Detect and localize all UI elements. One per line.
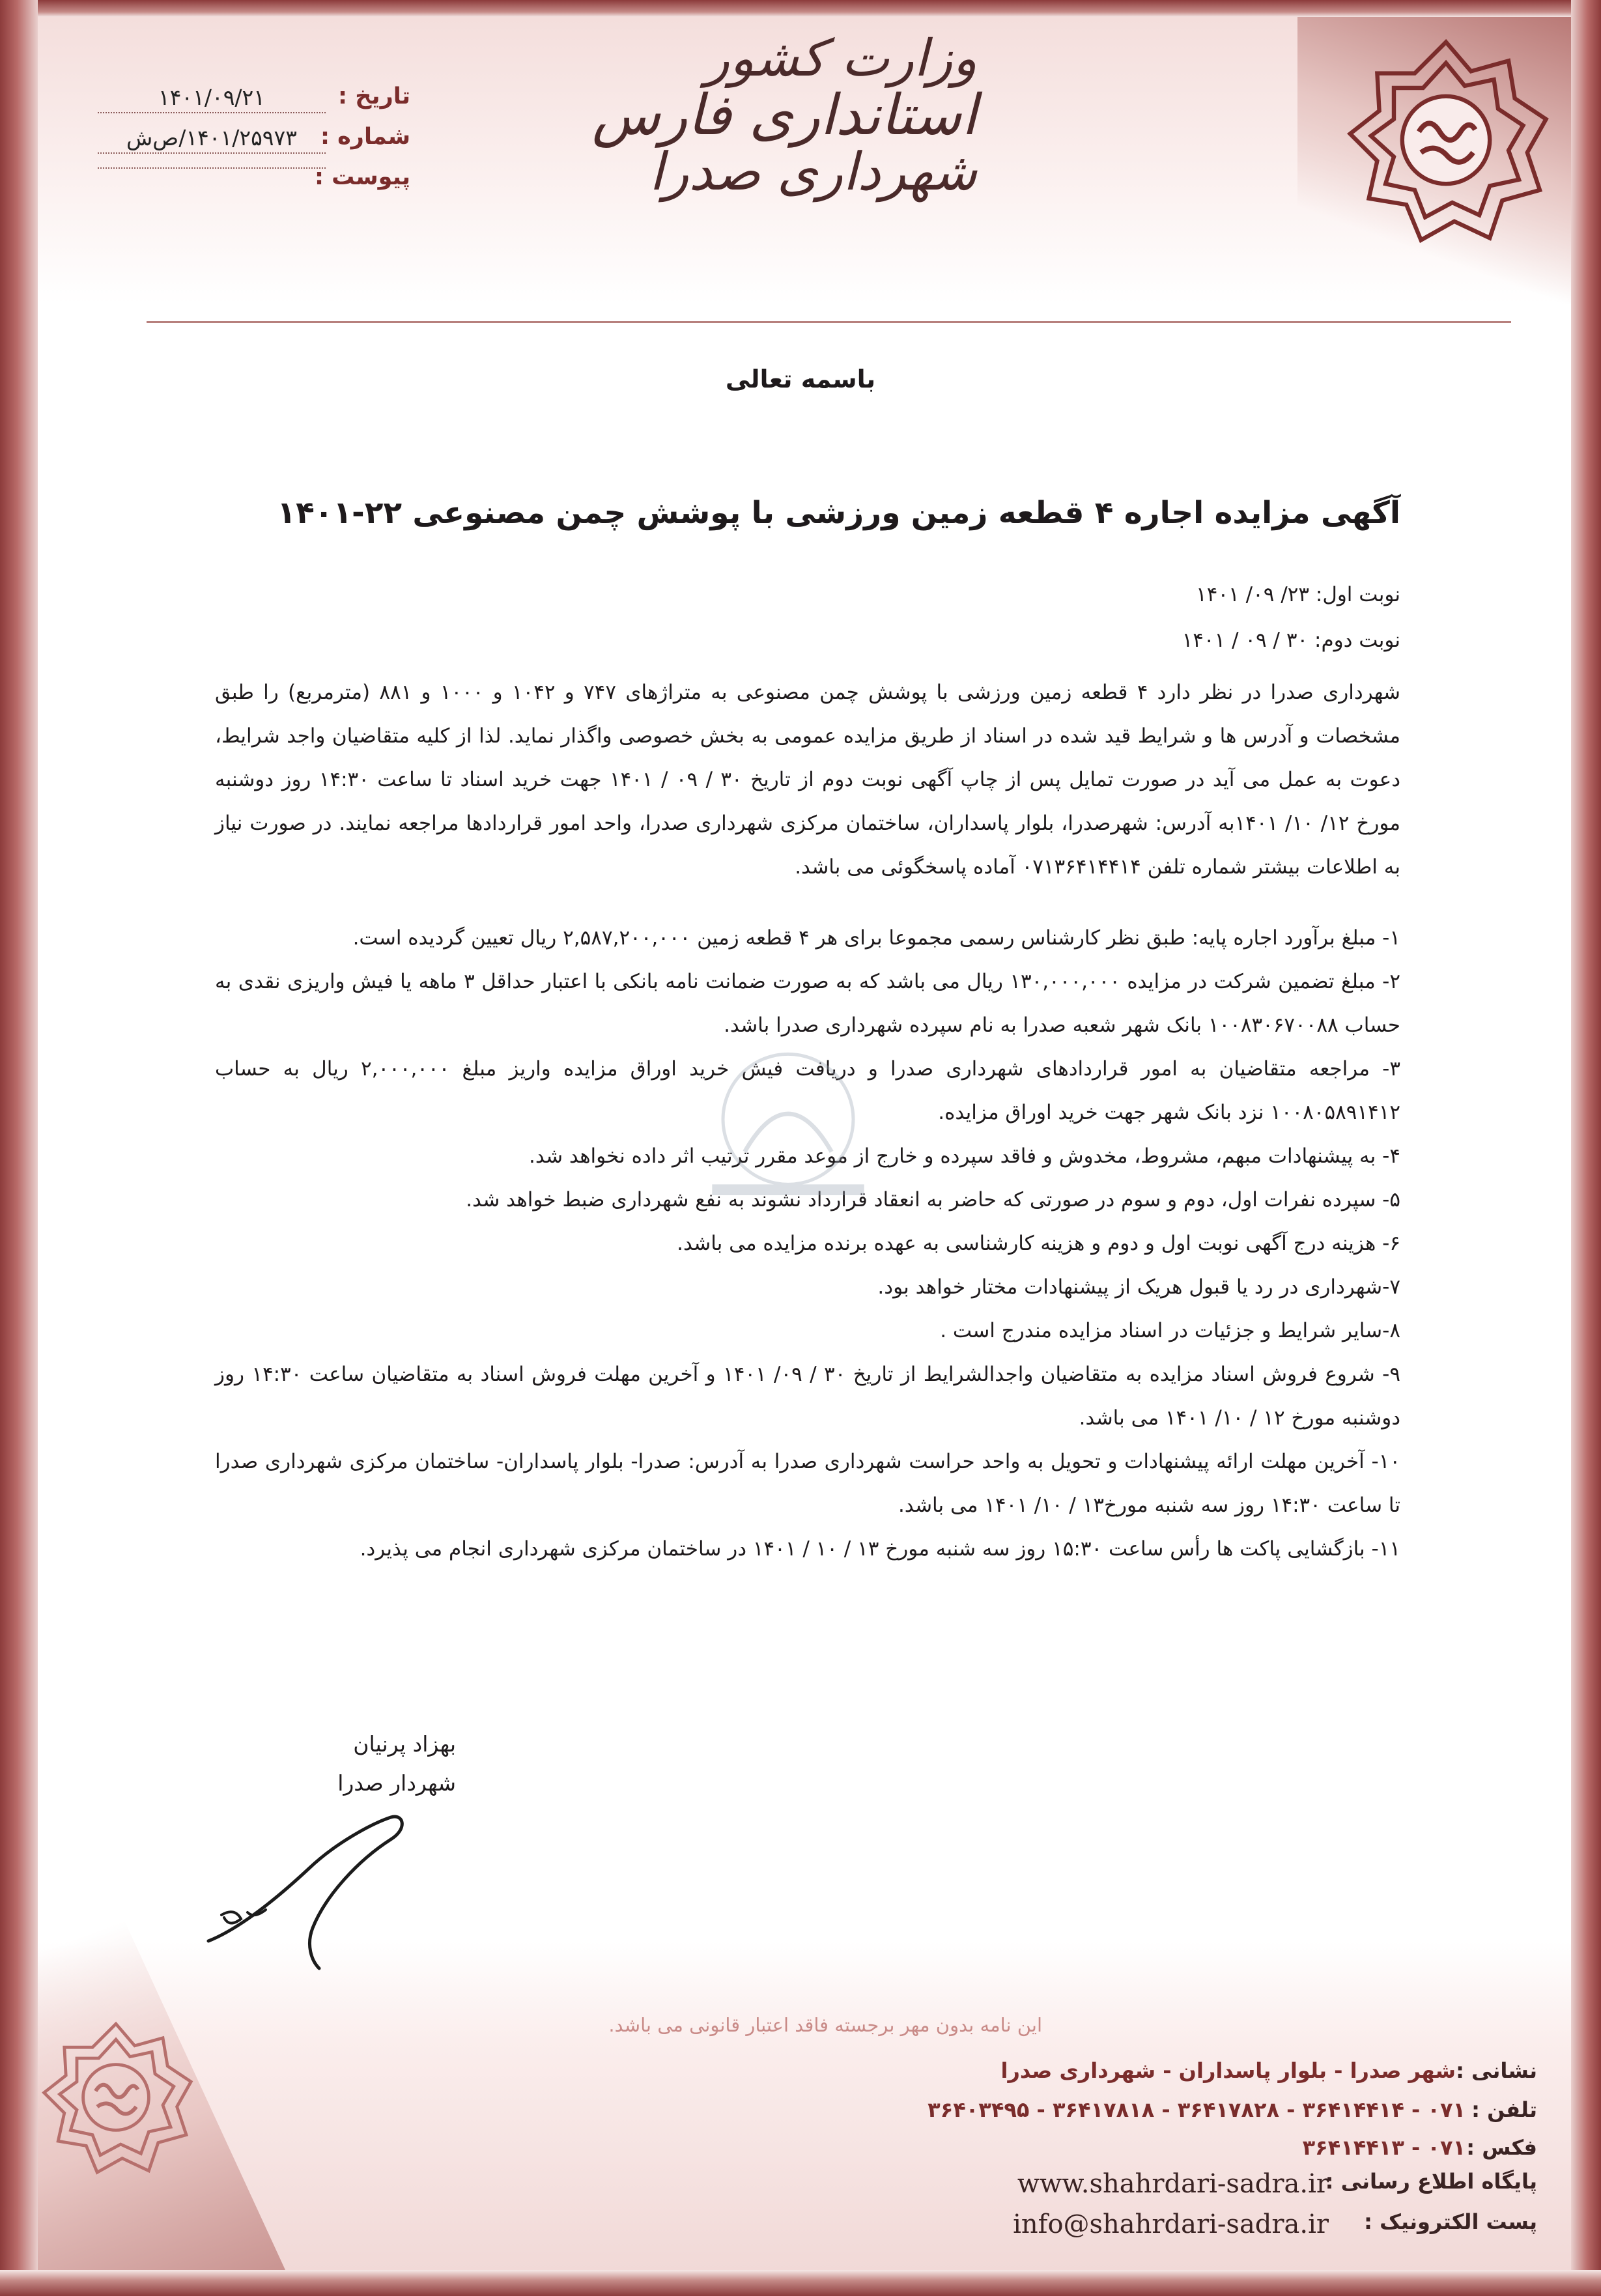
intro-paragraph: شهرداری صدرا در نظر دارد ۴ قطعه زمین ورزشی با پوشش چمن مصنوعی به متراژهای ۷۴۷ و ۱۰۴۲ و ۱۰۰۰ و ۸۸۱ (مترمربع) را طبق مشخصات و آدرس ها و شرایط قید شده در اسناد از طریق مزایده عمومی به بخش خصوصی واگذار نماید. لذا از کلیه متقاضیان واجد شرایط، دعوت به عمل می آید در صورت تمایل پس از چاپ آگهی نوبت دوم از تاریخ ۳۰ / ۰۹ / ۱۴۰۱ جهت خرید اسناد تا ساعت ۱۴:۳۰ روز دوشنبه مورخ ۱۲/ ۱۰/ ۱۴۰۱به آدرس: شهرصدرا، بلوار پاسداران، ساختمان مرکزی شهرداری صدرا، واحد امور قراردادها مراجعه نمایند. در صورت نیاز به اطلاعات بیشتر شماره تلفن ۰۷۱۳۶۴۱۴۴۱۴ آماده پاسخگوئی می باشد. <box>215 681 1401 879</box>
frame-right <box>1571 0 1601 2296</box>
list-item: ۶- هزینه درج آگهی نوبت اول و دوم و هزینه کارشناسی به عهده برنده مزایده می باشد. <box>677 1232 1400 1255</box>
attachment-value <box>98 165 326 169</box>
number-value: ۱۴۰۱/۲۵۹۷۳/ص‌ش <box>98 125 326 154</box>
list-item: ۳- مراجعه متقاضیان به امور قراردادهای شهرداری صدرا و دریافت فیش خرید اوراق مزایده واریز مبلغ ۲,۰۰۰,۰۰۰ ریال به حساب ۱۰۰۸۰۵۸۹۱۴۱۲ نزد بانک شهر جهت خرید اوراق مزایده. <box>215 1057 1400 1124</box>
number-label: شماره : <box>320 124 410 150</box>
municipality-emblem-icon <box>1342 36 1550 244</box>
header-divider <box>147 321 1511 323</box>
address-value: شهر صدرا - بلوار پاسداران - شهرداری صدرا <box>1000 2058 1456 2083</box>
fax-label: فکس : <box>1466 2135 1537 2160</box>
list-item: ۷-شهرداری در رد یا قبول هریک از پیشنهادات مختار خواهد بود. <box>877 1275 1400 1299</box>
municipality-emblem-icon <box>38 2019 194 2176</box>
first-publication-date: نوبت اول: ۲۳/ ۰۹/ ۱۴۰۱ <box>1196 583 1400 606</box>
basmala: باسمه تعالی <box>725 365 876 393</box>
legal-disclaimer: این نامه بدون مهر برجسته فاقد اعتبار قانونی می باشد. <box>608 2014 1042 2036</box>
number-row <box>85 124 410 164</box>
email-label: پست الکترونیک : <box>1364 2209 1537 2234</box>
conditions-list <box>215 916 1400 1571</box>
footer-email-row <box>847 2209 1537 2242</box>
letterhead-title <box>591 29 977 203</box>
second-publication-date: نوبت دوم: ۳۰ / ۰۹ / ۱۴۰۱ <box>1182 629 1400 652</box>
municipality-name: شهرداری صدرا <box>649 141 977 203</box>
list-item: ۸-سایر شرایط و جزئیات در اسناد مزایده مندرج است . <box>940 1319 1400 1342</box>
watermark-stamp <box>677 1032 899 1228</box>
attachment-label: پیوست : <box>314 164 410 190</box>
footer-phone-row <box>847 2097 1537 2130</box>
list-item: ۱۰- آخرین مهلت ارائه پیشنهادات و تحویل به واحد حراست شهرداری صدرا به آدرس: صدرا- بلوار پاسداران- ساختمان مرکزی شهرداری صدرا تا ساعت ۱۴:۳۰ روز سه شنبه مورخ۱۳ / ۱۰/ ۱۴۰۱ می باشد. <box>215 1450 1400 1517</box>
list-item: ۹- شروع فروش اسناد مزایده به متقاضیان واجدالشرایط از تاریخ ۳۰ / ۰۹/ ۱۴۰۱ و آخرین مهلت فروش اسناد به متقاضیان ساعت ۱۴:۳۰ روز دوشنبه مورخ ۱۲ / ۱۰/ ۱۴۰۱ می باشد. <box>215 1363 1401 1430</box>
date-label: تاریخ : <box>338 83 410 109</box>
list-item: ۱۱- بازگشایی پاکت ها رأس ساعت ۱۵:۳۰ روز سه شنبه مورخ ۱۳ / ۱۰ / ۱۴۰۱ در ساختمان مرکزی شهرداری انجام می پذیرد. <box>360 1537 1400 1561</box>
list-item: ۱- مبلغ برآورد اجاره پایه: طبق نظر کارشناس رسمی مجموعا برای هر ۴ قطعه زمین ۲,۵۸۷,۲۰۰,۰۰۰ ریال تعیین گردیده است. <box>352 926 1400 950</box>
footer-address-row <box>847 2058 1537 2091</box>
date-value: ۱۴۰۱/۰۹/۲۱ <box>98 85 326 113</box>
footer-fax-row <box>847 2135 1537 2168</box>
frame-bottom <box>0 2270 1601 2296</box>
attachment-row <box>85 164 410 205</box>
letter-meta <box>85 83 410 205</box>
phone-label: تلفن : <box>1471 2097 1537 2122</box>
notice-heading: آگهی مزایده اجاره ۴ قطعه زمین ورزشی با پوشش چمن مصنوعی ۲۲-۱۴۰۱ <box>277 495 1400 531</box>
date-row <box>85 83 410 124</box>
ministry-name: وزارت کشور <box>705 29 977 88</box>
signer-name: بهزاد پرنیان <box>353 1731 456 1757</box>
address-label: نشانی : <box>1456 2058 1537 2083</box>
list-item: ۲- مبلغ تضمین شرکت در مزایده ۱۳۰,۰۰۰,۰۰۰ ریال می باشد که به صورت ضمانت نامه بانکی با اعتبار حداقل ۳ ماهه یا فیش واریزی نقدی به حساب ۱۰۰۸۳۰۶۷۰۰۸۸ بانک شهر شعبه صدرا به نام سپرده شهرداری صدرا باشد. <box>215 970 1400 1037</box>
fax-value: ۰۷۱ - ۳۶۴۱۴۴۱۳ <box>1302 2135 1466 2160</box>
website-link[interactable]: www.shahrdari-sadra.ir <box>1017 2169 1329 2199</box>
governorate-name: استانداری فارس <box>591 82 977 148</box>
handwritten-signature <box>195 1798 430 1993</box>
phone-value: ۰۷۱ - ۳۶۴۱۴۴۱۴ - ۳۶۴۱۷۸۲۸ - ۳۶۴۱۷۸۱۸ - ۳۶۴۰۳۴۹۵ <box>928 2097 1466 2122</box>
email-link[interactable]: info@shahrdari-sadra.ir <box>1013 2209 1329 2239</box>
list-item: ۴- به پیشنهادات مبهم، مشروط، مخدوش و فاقد سپرده و خارج از موعد مقرر ترتیب اثر داده نخواهد شد. <box>528 1144 1400 1168</box>
footer-website-row <box>847 2169 1537 2202</box>
frame-top <box>0 0 1601 17</box>
frame-left <box>0 0 38 2296</box>
website-label: پایگاه اطلاع رسانی : <box>1325 2169 1537 2194</box>
signer-role: شهردار صدرا <box>337 1770 456 1796</box>
list-item: ۵- سپرده نفرات اول، دوم و سوم در صورتی که حاضر به انعقاد قرارداد نشوند به نفع شهرداری ضبط خواهد شد. <box>466 1188 1400 1212</box>
